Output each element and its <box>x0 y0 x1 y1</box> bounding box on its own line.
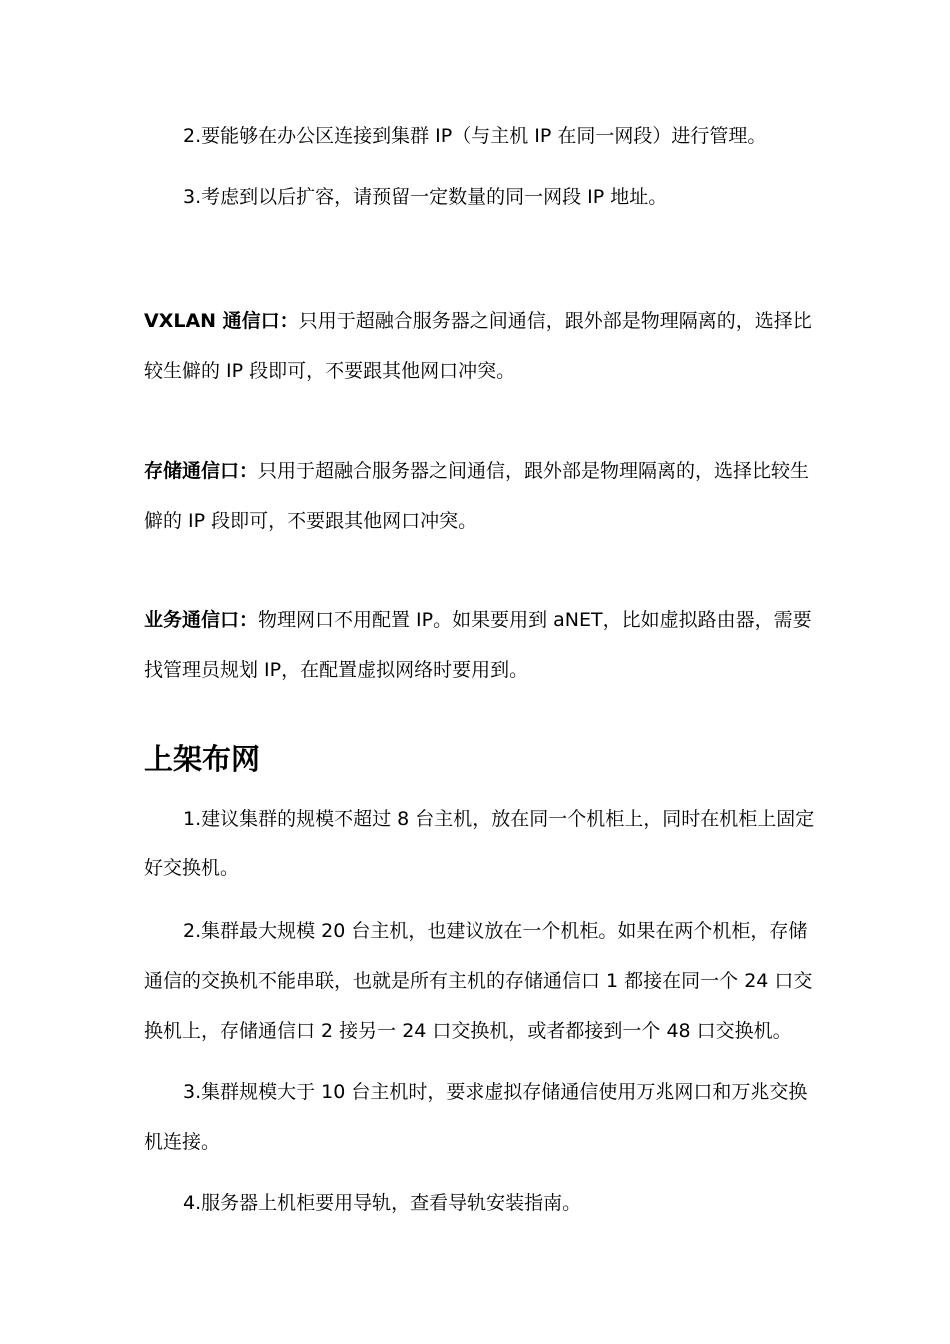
rack-item-3-line-1: 3.集群规模大于 10 台主机时，要求虚拟存储通信使用万兆网口和万兆交换 <box>183 1081 808 1103</box>
vxlan-text-1: 只用于超融合服务器之间通信，跟外部是物理隔离的，选择比 <box>298 310 812 332</box>
storage-label: 存储通信口： <box>144 460 259 482</box>
vxlan-label: VXLAN 通信口： <box>144 310 299 332</box>
vxlan-paragraph-line-2: 较生僻的 IP 段即可，不要跟其他网口冲突。 <box>144 360 516 382</box>
storage-text-1: 只用于超融合服务器之间通信，跟外部是物理隔离的，选择比较生 <box>258 460 810 482</box>
rack-item-2-line-2: 通信的交换机不能串联，也就是所有主机的存储通信口 1 都接在同一个 24 口交 <box>144 970 813 992</box>
business-label: 业务通信口： <box>144 609 259 631</box>
rack-item-1-line-1: 1.建议集群的规模不超过 8 台主机，放在同一个机柜上，同时在机柜上固定 <box>183 808 815 830</box>
business-text-1: 物理网口不用配置 IP。如果要用到 aNET，比如虚拟路由器，需要 <box>258 609 812 631</box>
rack-item-1-line-2: 好交换机。 <box>144 857 240 879</box>
storage-paragraph-line-2: 僻的 IP 段即可，不要跟其他网口冲突。 <box>144 510 478 532</box>
rack-item-3-line-2: 机连接。 <box>144 1131 221 1153</box>
rack-item-2-line-1: 2.集群最大规模 20 台主机，也建议放在一个机柜。如果在两个机柜，存储 <box>183 920 808 942</box>
business-paragraph-line-2: 找管理员规划 IP，在配置虚拟网络时要用到。 <box>144 659 529 681</box>
vxlan-paragraph-line-1 <box>144 308 824 334</box>
list-item-2: 2.要能够在办公区连接到集群 IP（与主机 IP 在同一网段）进行管理。 <box>183 125 767 147</box>
storage-paragraph-line-1 <box>144 458 824 484</box>
business-paragraph-line-1 <box>144 607 824 633</box>
section-heading: 上架布网 <box>144 742 261 776</box>
rack-item-4-line-1: 4.服务器上机柜要用导轨，查看导轨安装指南。 <box>183 1192 582 1214</box>
list-item-3: 3.考虑到以后扩容，请预留一定数量的同一网段 IP 地址。 <box>183 186 668 208</box>
rack-item-2-line-3: 换机上，存储通信口 2 接另一 24 口交换机，或者都接到一个 48 口交换机。 <box>144 1020 792 1042</box>
